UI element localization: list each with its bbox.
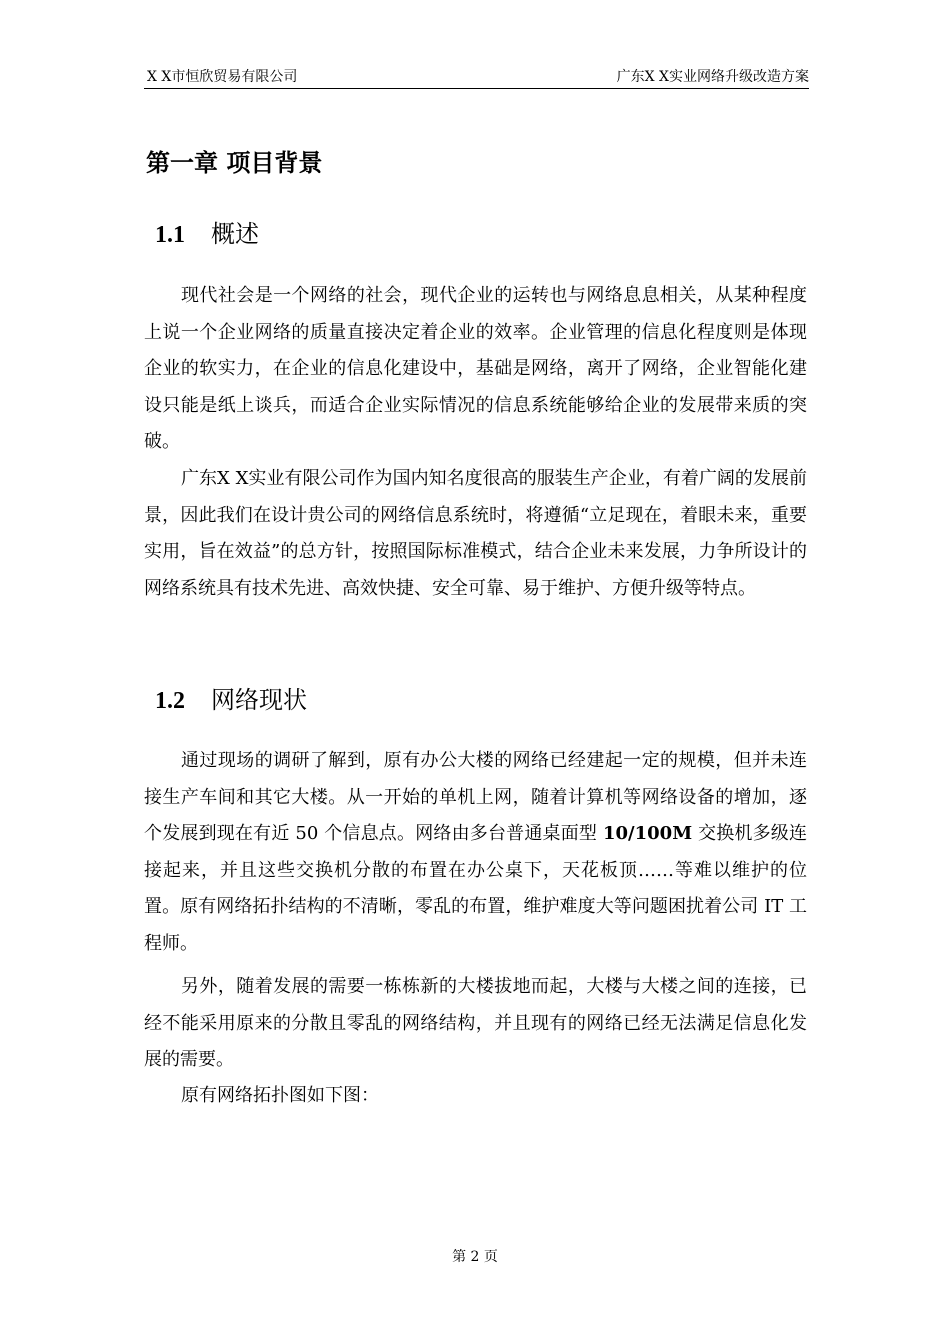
paragraph: 另外，随着发展的需要一栋栋新的大楼拔地而起，大楼与大楼之间的连接，已经不能采用原来的分散且零乱的网络结构，并且现有的网络已经无法满足信息化发展的需要。 [144, 976, 807, 1070]
header-document-title: 广东X X实业网络升级改造方案 [616, 69, 809, 85]
paragraph: 广东X X实业有限公司作为国内知名度很高的服装生产企业，有着广阔的发展前景，因此我们在设计贵公司的网络信息系统时，将遵循“立足现在，着眼未来，重要实用，旨在效益”的总方针，按照国际标准模式，结合企业未来发展，力争所设计的网络系统具有技术先进、高效快捷、安全可靠、易于维护、方便升级等特点。 [144, 468, 807, 599]
section-heading-network-status [155, 680, 307, 715]
chapter-title: 第一章 项目背景 [146, 149, 323, 177]
section-number: 1.2 [155, 688, 185, 714]
section-title-text: 网络现状 [211, 686, 307, 714]
section-number: 1.1 [155, 222, 185, 248]
paragraph: 原有网络拓扑图如下图： [181, 1085, 379, 1106]
paragraph [144, 743, 807, 962]
paragraph-text: 通过现场的调研了解到，原有办公大楼的网络已经建起一定的规模，但并未连接生产车间和其它大楼。从一开始的单机上网，随着计算机等网络设备的增加，逐个发展到现在有近 50 个信息点。网络由多台普通桌面型 [144, 750, 807, 844]
switch-spec-bold: 10/100M [603, 823, 693, 844]
header-divider [144, 88, 809, 89]
page-number: 第 2 页 [452, 1249, 498, 1265]
paragraph: 现代社会是一个网络的社会，现代企业的运转也与网络息息相关，从某种程度上说一个企业网络的质量直接决定着企业的效率。企业管理的信息化程度则是体现企业的软实力，在企业的信息化建设中，基础是网络，离开了网络，企业智能化建设只能是纸上谈兵，而适合企业实际情况的信息系统能够给企业的发展带来质的突破。 [144, 285, 807, 452]
section-heading-overview [155, 214, 259, 249]
section-title-text: 概述 [211, 220, 259, 248]
paragraph-text: 交换机多级连接起来，并且这些交换机分散的布置在办公桌下，天花板顶……等难以维护的位置。原有网络拓扑结构的不清晰，零乱的布置，维护难度大等问题困扰着公司 IT 工程师。 [144, 823, 807, 954]
header-company-name: X X市恒欣贸易有限公司 [147, 69, 298, 85]
